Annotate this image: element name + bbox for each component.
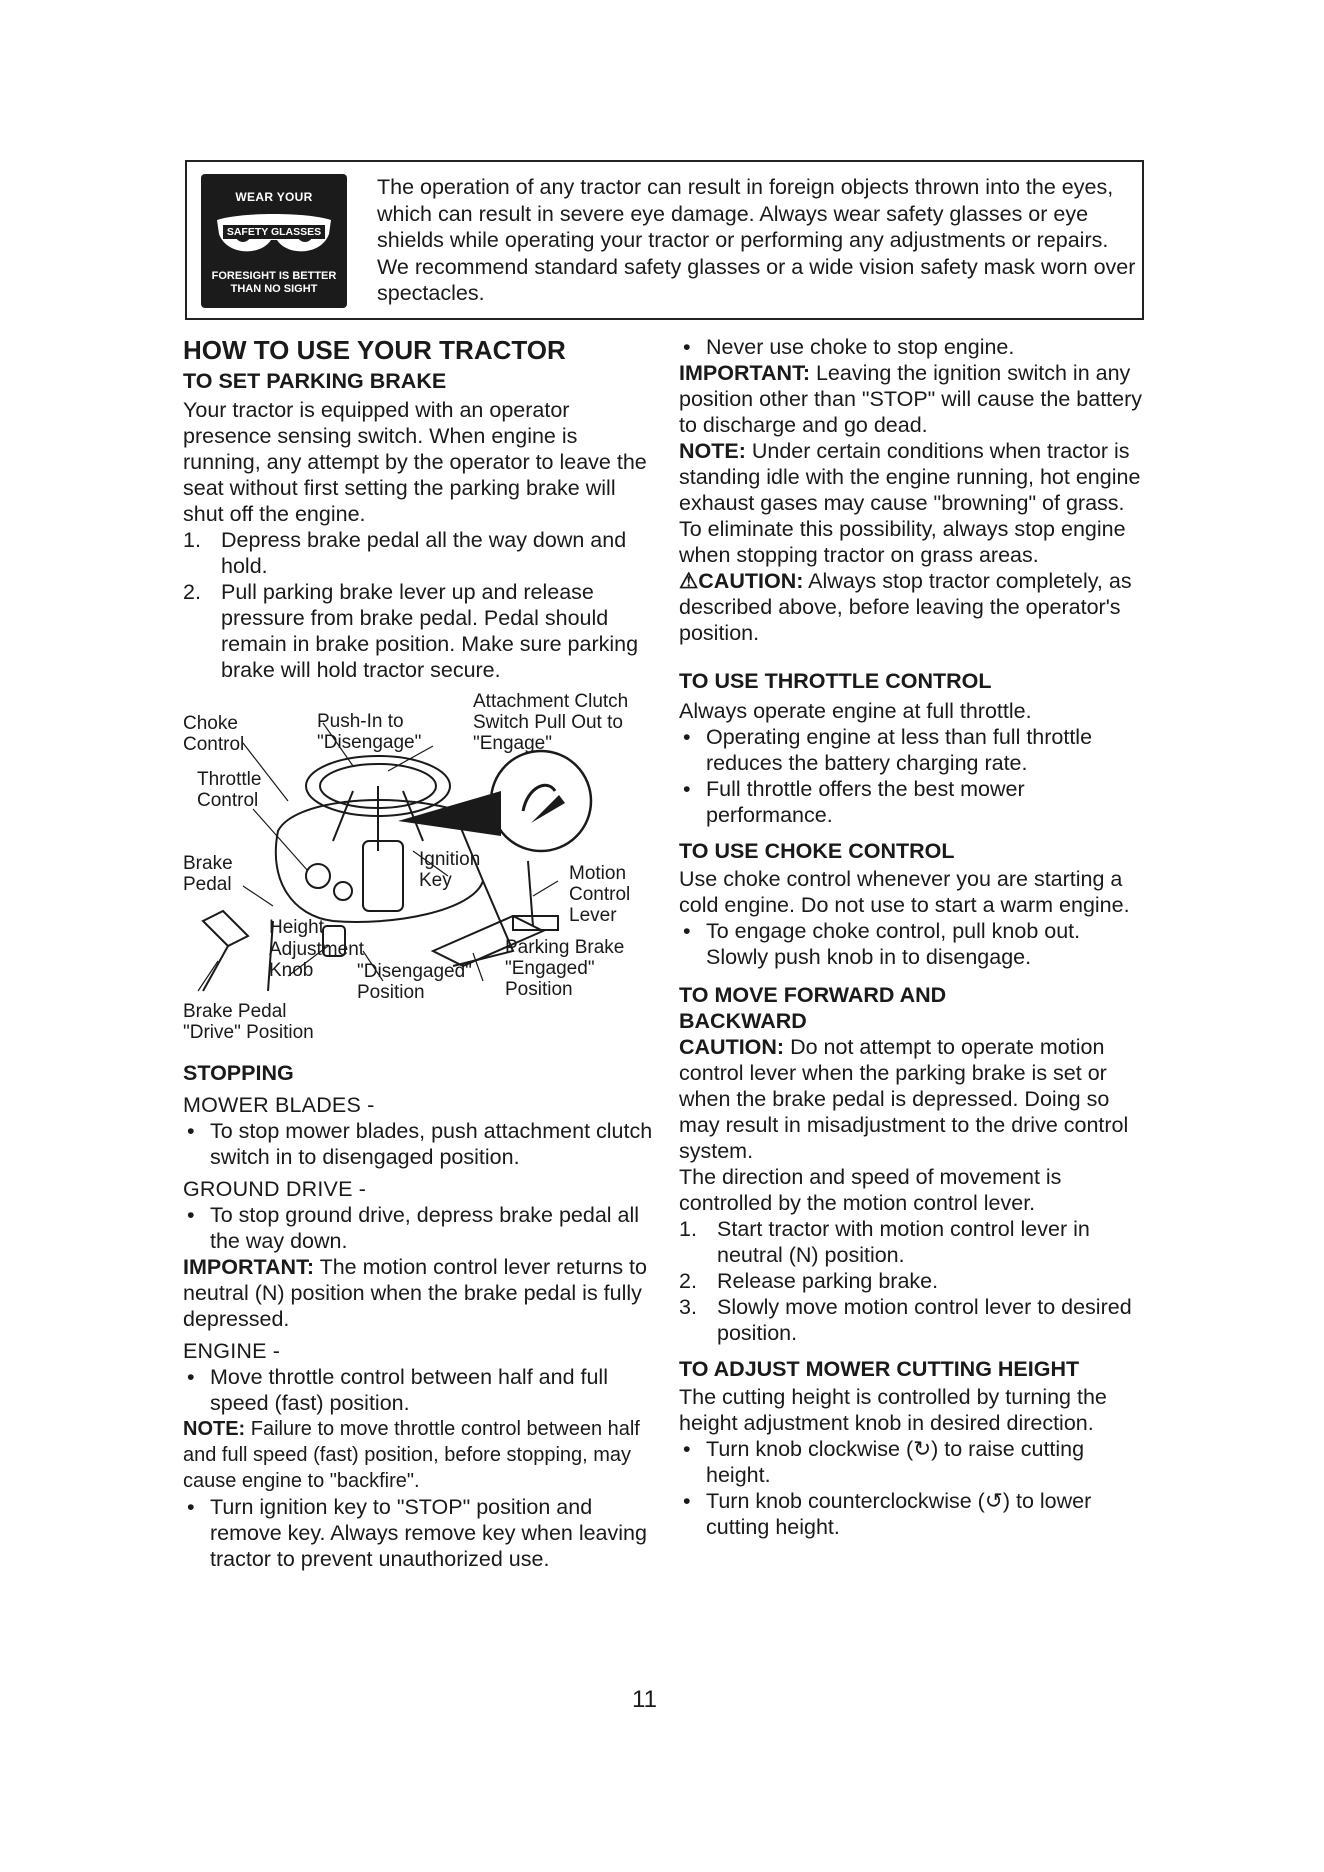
bullet-text: Full throttle offers the best mower performance.	[706, 777, 1025, 827]
bullet-dot: •	[683, 1437, 691, 1461]
step-text: Slowly move motion control lever to desired position.	[717, 1295, 1132, 1345]
mower-blades-bullet	[183, 1118, 658, 1170]
label-adjustment-knob: Adjustment Knob	[269, 939, 365, 981]
move-heading-line-2: BACKWARD	[679, 1009, 807, 1033]
important-ignition-switch	[679, 360, 1145, 438]
throttle-bullet-1	[679, 724, 1145, 776]
bullet-text-end: ) to raise cutting height.	[706, 1437, 1085, 1487]
label-push-in-disengage: Push-In to "Disengage"	[317, 711, 422, 753]
tractor-controls-figure	[183, 691, 658, 1056]
label-motion-control-lever: Motion Control Lever	[569, 863, 631, 926]
caution-text: Do not attempt to operate motion control lever when the parking brake is set or when the brake pedal is depressed. Doing so may result in misadjustment to the drive control system.	[679, 1035, 1129, 1163]
label-throttle-control: Throttle Control	[197, 769, 262, 811]
step-text: Release parking brake.	[717, 1269, 939, 1293]
move-heading-line-1: TO MOVE FORWARD AND	[679, 983, 947, 1007]
engine-bullet	[183, 1364, 658, 1416]
note-label: NOTE:	[679, 439, 746, 463]
bullet-text-start: Turn knob counterclockwise (	[706, 1489, 985, 1513]
ground-drive-heading: GROUND DRIVE -	[183, 1177, 367, 1201]
safety-glasses-icon	[201, 174, 347, 308]
parking-brake-heading: TO SET PARKING BRAKE	[183, 369, 447, 393]
page-number: 11	[632, 1686, 657, 1713]
bullet-dot: •	[683, 777, 691, 801]
clockwise-arrow-icon: ↻	[913, 1437, 932, 1461]
icon-text-top: WEAR YOUR	[235, 190, 313, 204]
throttle-intro: Always operate engine at full throttle.	[679, 699, 1032, 723]
note-text: Under certain conditions when tractor is standing idle with the engine running, hot engine exhaust gases may cause "browning" of grass. To eliminate this possibility, always stop engine when stopping tractor on grass areas.	[679, 439, 1141, 567]
bullet-dot: •	[187, 1495, 195, 1519]
bullet-text: Move throttle control between half and full speed (fast) position.	[210, 1365, 608, 1415]
important-motion-lever	[183, 1254, 658, 1332]
important-text: Leaving the ignition switch in any position other than "STOP" will cause the battery to discharge and go dead.	[679, 361, 1143, 437]
parking-step-2	[183, 579, 658, 683]
choke-intro: Use choke control whenever you are starting a cold engine. Do not use to start a warm engine.	[679, 867, 1130, 917]
step-number: 2.	[183, 580, 201, 604]
engine-heading: ENGINE -	[183, 1339, 281, 1363]
step-number: 1.	[679, 1217, 697, 1241]
icon-text-bottom-line-1: FORESIGHT IS BETTER	[211, 270, 337, 282]
choke-stop-bullet	[679, 334, 1145, 360]
move-intro: The direction and speed of movement is controlled by the motion control lever.	[679, 1165, 1062, 1215]
safety-notice-box	[185, 160, 1144, 320]
icon-text-bottom	[201, 270, 347, 296]
caution-label: CAUTION:	[698, 569, 804, 593]
throttle-heading: TO USE THROTTLE CONTROL	[679, 669, 992, 693]
move-step-1	[679, 1216, 1145, 1268]
choke-engage-bullet	[679, 918, 1145, 970]
ignition-bullet	[183, 1494, 658, 1572]
warning-triangle-icon: ⚠	[679, 569, 699, 593]
label-height: Height	[269, 917, 324, 938]
cutting-height-intro: The cutting height is controlled by turning the height adjustment knob in desired direction.	[679, 1385, 1107, 1435]
bullet-text: Operating engine at less than full throttle reduces the battery charging rate.	[706, 725, 1093, 775]
move-step-2	[679, 1268, 1145, 1294]
important-label: IMPORTANT:	[183, 1255, 314, 1279]
choke-heading: TO USE CHOKE CONTROL	[679, 839, 955, 863]
bullet-dot: •	[683, 335, 691, 359]
note-browning	[679, 438, 1145, 568]
bullet-text-start: Turn knob clockwise (	[706, 1437, 914, 1461]
step-text: Pull parking brake lever up and release pressure from brake pedal. Pedal should remain in brake position. Make sure parking brake will hold tractor secure.	[221, 580, 639, 682]
label-attachment-clutch: Attachment Clutch Switch Pull Out to "Engage"	[473, 691, 629, 754]
bullet-dot: •	[683, 1489, 691, 1513]
cutting-height-heading: TO ADJUST MOWER CUTTING HEIGHT	[679, 1357, 1080, 1381]
parking-step-1	[183, 527, 658, 579]
bullet-dot: •	[187, 1119, 195, 1143]
important-text: The motion control lever returns to neutral (N) position when the brake pedal is fully depressed.	[183, 1255, 647, 1331]
label-brake-pedal: Brake Pedal	[183, 853, 233, 895]
bullet-text: To stop ground drive, depress brake pedal all the way down.	[210, 1203, 640, 1253]
bullet-dot: •	[683, 725, 691, 749]
bullet-text: To engage choke control, pull knob out. Slowly push knob in to disengage.	[706, 919, 1081, 969]
step-number: 1.	[183, 528, 201, 552]
step-number: 3.	[679, 1295, 697, 1319]
clockwise-bullet	[679, 1436, 1145, 1488]
bullet-text: Never use choke to stop engine.	[706, 335, 1015, 359]
icon-text-mid: SAFETY GLASSES	[223, 225, 325, 239]
bullet-text-end: ) to lower cutting height.	[706, 1489, 1092, 1539]
caution-label: CAUTION:	[679, 1035, 785, 1059]
mower-blades-heading: MOWER BLADES -	[183, 1093, 375, 1117]
label-parking-brake-engaged: Parking Brake "Engaged" Position	[505, 937, 625, 1000]
note-backfire	[183, 1416, 658, 1494]
bullet-text: Turn ignition key to "STOP" position and remove key. Always remove key when leaving tractor to prevent unauthorized use.	[210, 1495, 647, 1571]
stopping-heading: STOPPING	[183, 1061, 294, 1085]
parking-brake-intro: Your tractor is equipped with an operator presence sensing switch. When engine is running, any attempt by the operator to leave the seat without first setting the parking brake will shut off the engine.	[183, 398, 647, 526]
label-disengaged-position: "Disengaged" Position	[357, 961, 472, 1003]
caution-text: Always stop tractor completely, as described above, before leaving the operator's position.	[679, 569, 1132, 645]
throttle-bullet-2	[679, 776, 1145, 828]
step-number: 2.	[679, 1269, 697, 1293]
safety-text: The operation of any tractor can result in foreign objects thrown into the eyes, which can result in severe eye damage. Always wear safety glasses or eye shields while operating your tractor or performing any adjustments or repairs. We recommend standard safety glasses or a wide vision safety mask worn over spectacles.	[377, 175, 1136, 305]
bullet-dot: •	[187, 1203, 195, 1227]
caution-stop-tractor	[679, 568, 1145, 646]
counterclockwise-arrow-icon: ↺	[984, 1489, 1003, 1513]
bullet-dot: •	[187, 1365, 195, 1389]
icon-text-bottom-line-2: THAN NO SIGHT	[230, 283, 318, 295]
left-column	[183, 334, 658, 1572]
bullet-dot: •	[683, 919, 691, 943]
right-column	[679, 334, 1145, 1540]
label-ignition-key: Ignition Key	[419, 849, 481, 891]
bullet-text: To stop mower blades, push attachment clutch switch in to disengaged position.	[210, 1119, 653, 1169]
important-label: IMPORTANT:	[679, 361, 810, 385]
counterclockwise-bullet	[679, 1488, 1145, 1540]
step-text: Start tractor with motion control lever in neutral (N) position.	[717, 1217, 1090, 1267]
move-step-3	[679, 1294, 1145, 1346]
move-caution	[679, 1034, 1145, 1164]
section-title: HOW TO USE YOUR TRACTOR	[183, 335, 566, 365]
label-choke-control: Choke Control	[183, 713, 245, 755]
step-text: Depress brake pedal all the way down and hold.	[221, 528, 627, 578]
ground-drive-bullet	[183, 1202, 658, 1254]
note-text: Failure to move throttle control between half and full speed (fast) position, before stopping, may cause engine to "backfire".	[183, 1418, 640, 1492]
label-brake-pedal-drive: Brake Pedal "Drive" Position	[183, 1001, 314, 1043]
note-label: NOTE:	[183, 1418, 246, 1440]
